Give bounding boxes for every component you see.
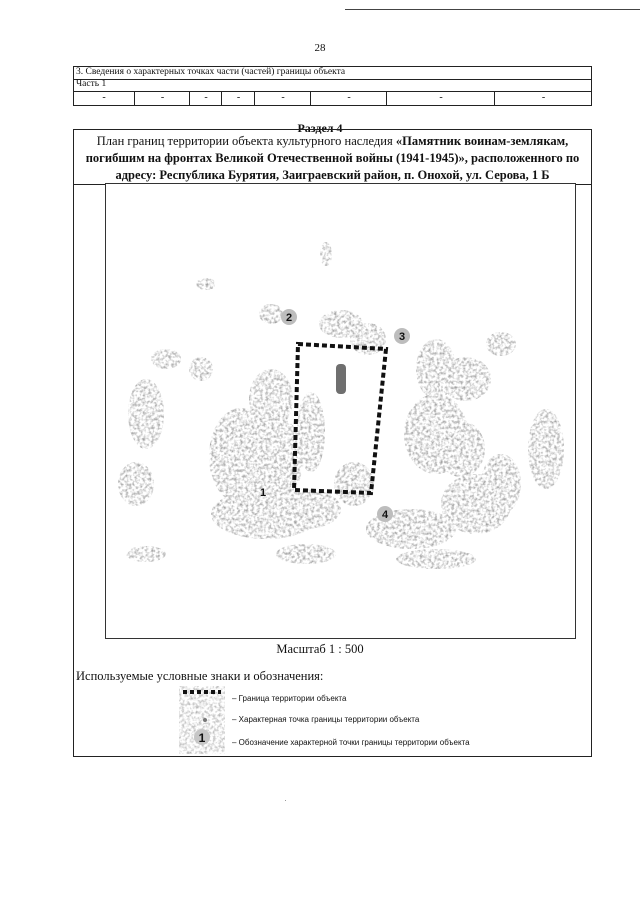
- plan-title-row: [74, 130, 591, 185]
- table-cell: -: [386, 91, 495, 105]
- legend-marker-label: 1: [198, 731, 206, 745]
- legend-image: [179, 686, 225, 754]
- section4-title: Раздел 4: [297, 121, 343, 135]
- plan-title-bold: «Памятник воинам-землякам, погибшим на фронтах Великой Отечественной войны (1941-1945)», расположенного по адресу: Республика Бурятия, Заиграевский район, п. Онохой, ул. Серова, 1 Б: [85, 134, 580, 182]
- table-cell: -: [189, 91, 222, 105]
- table-cell: -: [102, 92, 106, 103]
- section3-table: [73, 66, 592, 106]
- legend-item-point-label: – Обозначение характерной точки границы территории объекта: [232, 738, 470, 747]
- point-marker-2: [281, 309, 297, 325]
- map-scale: Масштаб 1 : 500: [276, 642, 364, 656]
- scan-speck: [285, 800, 286, 801]
- point-label-2: 2: [285, 312, 293, 324]
- legend-item-point: – Характерная точка границы территории объекта: [232, 715, 420, 724]
- legend-title: Используемые условные знаки и обозначения:: [76, 669, 324, 683]
- point-label-4: 4: [381, 509, 389, 521]
- plan-title-plain: План границ территории объекта культурного наследия: [96, 134, 396, 148]
- point-marker-1: [260, 487, 266, 499]
- plan-title: [82, 133, 583, 184]
- legend-item-boundary: – Граница территории объекта: [232, 694, 347, 703]
- section3-values-row: [74, 91, 591, 105]
- point-label-3: 3: [398, 331, 406, 343]
- point-label-1: 1: [259, 487, 267, 499]
- table-cell: -: [221, 91, 255, 105]
- tree-canopy: [118, 242, 564, 569]
- section3-title: 3. Сведения о характерных точках части (частей) границы объекта: [74, 67, 591, 80]
- table-cell: -: [254, 91, 311, 105]
- point-marker-4: [377, 506, 393, 522]
- table-cell: -: [134, 91, 190, 105]
- boundary-map: [105, 183, 576, 639]
- table-cell: -: [310, 91, 387, 105]
- table-cell: -: [494, 91, 592, 105]
- page-number: 28: [314, 42, 326, 54]
- monument: [336, 364, 346, 394]
- section3-part-label: Часть 1: [74, 79, 591, 92]
- top-edge-line: [345, 9, 640, 10]
- point-marker-3: [394, 328, 410, 344]
- map-image: [106, 184, 576, 639]
